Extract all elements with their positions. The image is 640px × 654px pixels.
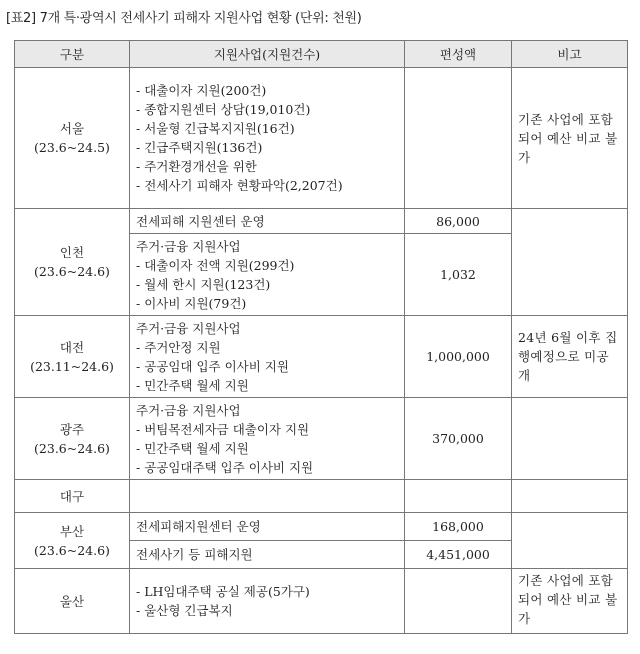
program-cell-incheon-center: 전세피해 지원센터 운영 (130, 209, 405, 234)
note-ulsan: 기존 사업에 포함되어 예산 비교 불가 (512, 569, 628, 634)
header-region: 구분 (15, 41, 130, 68)
region-incheon (15, 209, 130, 316)
program-item: - 전세사기 피해자 현황파악(2,207건) (136, 178, 343, 193)
note-daegu (512, 480, 628, 513)
header-program: 지원사업(지원건수) (130, 41, 405, 68)
note-gwangju (512, 398, 628, 480)
region-gwangju (15, 398, 130, 480)
region-name: 대전 (59, 339, 85, 355)
amount-daegu (405, 480, 512, 513)
region-name: 대구 (59, 488, 85, 504)
support-programs-table (14, 40, 628, 634)
note-incheon (512, 209, 628, 316)
note-busan (512, 513, 628, 569)
region-period: (23.6~24.5) (34, 140, 110, 155)
program-item: - 긴급주택지원(136건) (136, 140, 263, 155)
region-seoul (15, 68, 130, 209)
region-name: 서울 (59, 121, 85, 136)
amount-gwangju: 370,000 (405, 398, 512, 480)
program-item: - 이사비 지원(79건) (136, 295, 247, 311)
amount-ulsan (405, 569, 512, 634)
table-row-incheon-1 (15, 209, 628, 234)
header-note: 비고 (512, 41, 628, 68)
program-cell-busan-support: 전세사기 등 피해지원 (130, 541, 405, 569)
program-item: - 대출이자 지원(200건) (136, 83, 267, 98)
program-cell-busan-center: 전세피해지원센터 운영 (130, 513, 405, 541)
table-caption: [표2] 7개 특·광역시 전세사기 피해자 지원사업 현황 (단위: 천원) (6, 11, 362, 26)
region-period: (23.6~24.6) (34, 440, 110, 456)
program-cell-ulsan (130, 569, 405, 634)
region-daejeon (15, 316, 130, 398)
program-item: - 종합지원센터 상담(19,010건) (136, 102, 311, 117)
program-cell-daegu (130, 480, 405, 513)
region-daegu (15, 480, 130, 513)
program-item: - 민간주택 월세 지원 (136, 440, 249, 456)
region-name: 울산 (59, 593, 85, 609)
program-item: - 공공임대주택 입주 이사비 지원 (136, 459, 314, 475)
program-cell-incheon-support (130, 234, 405, 316)
table-row-gwangju (15, 398, 628, 480)
table-row-daejeon (15, 316, 628, 398)
program-item: - 대출이자 전액 지원(299건) (136, 257, 295, 273)
amount-incheon-support: 1,032 (405, 234, 512, 316)
program-cell-daejeon (130, 316, 405, 398)
region-name: 광주 (59, 421, 85, 437)
amount-seoul (405, 68, 512, 209)
program-item: - 서울형 긴급복지지원(16건) (136, 121, 295, 136)
region-name: 부산 (59, 523, 85, 539)
program-item: 주거·금융 지원사업 (136, 320, 241, 336)
program-item: - 주거환경개선을 위한 (136, 159, 257, 174)
program-item: 주거·금융 지원사업 (136, 402, 241, 418)
amount-daejeon: 1,000,000 (405, 316, 512, 398)
region-name: 인천 (59, 245, 85, 260)
table-row-daegu (15, 480, 628, 513)
table-row-ulsan (15, 569, 628, 634)
note-seoul: 기존 사업에 포함되어 예산 비교 불가 (512, 68, 628, 209)
program-item: 주거·금융 지원사업 (136, 238, 241, 254)
amount-incheon-center: 86,000 (405, 209, 512, 234)
header-row (15, 41, 628, 68)
table-row-seoul (15, 68, 628, 209)
amount-busan-center: 168,000 (405, 513, 512, 541)
program-item: - 민간주택 월세 지원 (136, 377, 249, 393)
note-daejeon: 24년 6월 이후 집행예정으로 미공개 (512, 316, 628, 398)
region-period: (23.6~24.6) (34, 542, 110, 558)
program-item: - 버팀목전세자금 대출이자 지원 (136, 421, 310, 437)
program-item: - LH임대주택 공실 제공(5가구) (136, 584, 310, 599)
region-ulsan (15, 569, 130, 634)
region-period: (23.6~24.6) (34, 264, 110, 279)
program-item: - 울산형 긴급복지 (136, 603, 233, 618)
program-cell-seoul (130, 68, 405, 209)
table-row-busan-1 (15, 513, 628, 541)
program-item: - 주거안정 지원 (136, 339, 221, 355)
program-cell-gwangju (130, 398, 405, 480)
program-item: - 월세 한시 지원(123건) (136, 276, 271, 292)
program-item: - 공공임대 입주 이사비 지원 (136, 358, 289, 374)
region-period: (23.11~24.6) (30, 358, 114, 374)
region-busan (15, 513, 130, 569)
header-budget: 편성액 (405, 41, 512, 68)
amount-busan-support: 4,451,000 (405, 541, 512, 569)
